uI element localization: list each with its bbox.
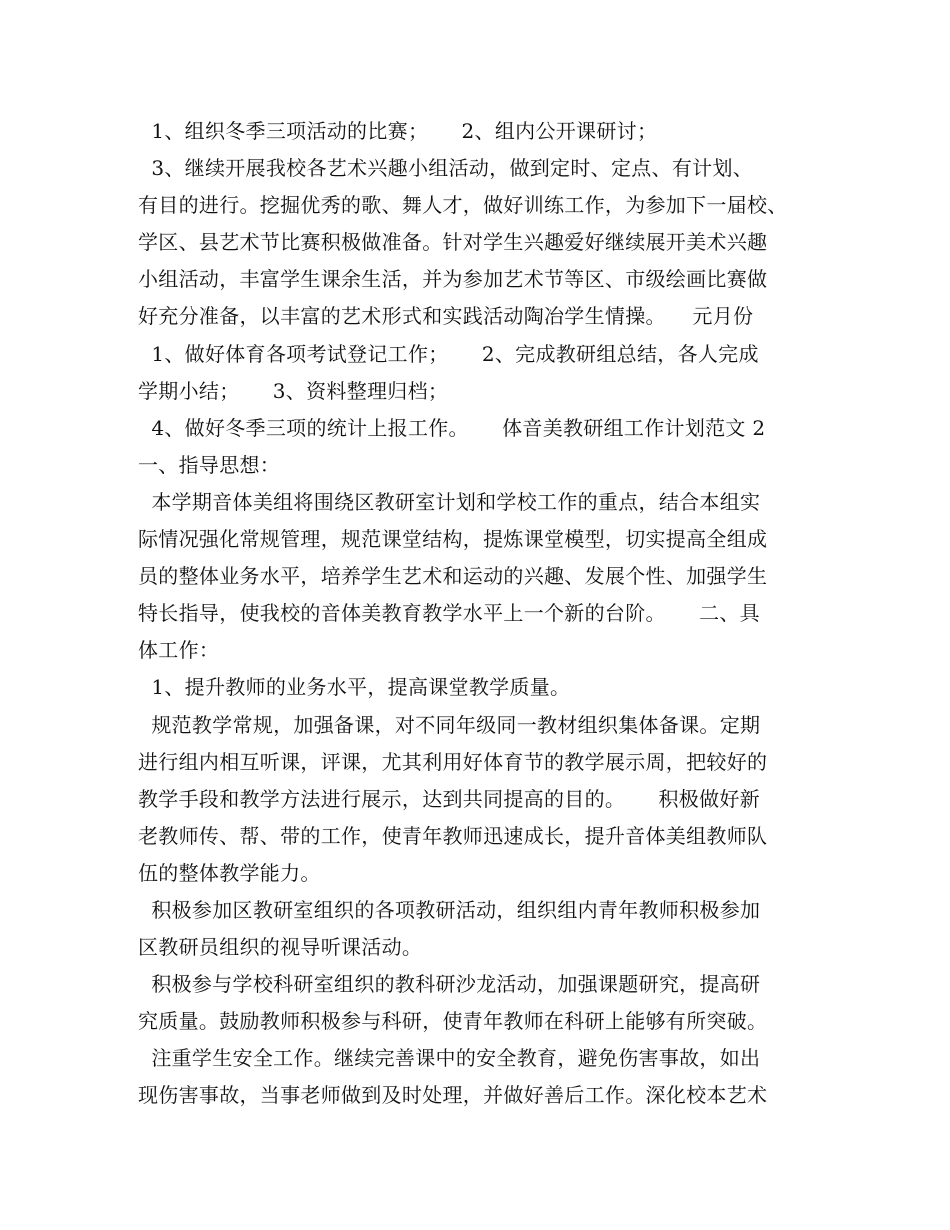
text-line: 究质量。鼓励教师积极参与科研，使青年教师在科研上能够有所突破。 — [138, 1009, 768, 1034]
text-line: 员的整体业务水平，培养学生艺术和运动的兴趣、发展个性、加强学生 — [138, 564, 768, 589]
text-line: 有目的进行。挖掘优秀的歌、舞人才，做好训练工作，为参加下一届校、 — [138, 193, 788, 218]
text-line: 积极参加区教研室组织的各项教研活动，组织组内青年教师积极参加 — [138, 897, 761, 922]
text-line: 伍的整体教学能力。 — [138, 860, 321, 885]
text-line: 现伤害事故，当事老师做到及时处理，并做好善后工作。深化校本艺术 — [138, 1083, 768, 1108]
text-line: 老教师传、帮、带的工作，使青年教师迅速成长，提升音体美组教师队 — [138, 823, 768, 848]
text-line: 际情况强化常规管理，规范课堂结构，提炼课堂模型，切实提高全组成 — [138, 527, 768, 552]
text-line: 规范教学常规，加强备课，对不同年级同一教材组织集体备课。定期 — [138, 712, 761, 737]
text-line: 积极参与学校科研室组织的教科研沙龙活动，加强课题研究，提高研 — [138, 972, 761, 997]
text-line: 学期小结； 3、资料整理归档； — [138, 378, 449, 403]
text-line: 1、组织冬季三项活动的比赛； 2、组内公开课研讨； — [138, 119, 658, 143]
text-line: 区教研员组织的视导听课活动。 — [138, 935, 423, 960]
text-line: 进行组内相互听课，评课，尤其利用好体育节的教学展示周，把较好的 — [138, 749, 768, 774]
text-line: 4、做好冬季三项的统计上报工作。 体音美教研组工作计划范文 2 — [138, 415, 766, 440]
text-line: 1、提升教师的业务水平，提高课堂教学质量。 — [138, 675, 571, 700]
text-line: 小组活动，丰富学生课余生活，并为参加艺术节等区、市级绘画比赛做 — [138, 267, 768, 292]
section-heading: 一、指导思想： — [138, 452, 281, 477]
text-line: 学区、县艺术节比赛积极做准备。针对学生兴趣爱好继续展开美术兴趣 — [138, 230, 768, 255]
text-line: 体工作： — [138, 638, 220, 663]
document-body — [138, 113, 828, 1115]
text-line: 1、做好体育各项考试登记工作； 2、完成教研组总结，各人完成 — [138, 341, 759, 366]
text-line: 好充分准备，以丰富的艺术形式和实践活动陶冶学生情操。 元月份 — [138, 304, 754, 329]
text-line: 教学手段和教学方法进行展示，达到共同提高的目的。 积极做好新 — [138, 786, 760, 811]
text-line: 3、继续开展我校各艺术兴趣小组活动，做到定时、定点、有计划、 — [138, 156, 754, 181]
text-line: 特长指导，使我校的音体美教育教学水平上一个新的台阶。 二、具 — [138, 601, 760, 626]
text-line: 注重学生安全工作。继续完善课中的安全教育，避免伤害事故，如出 — [138, 1046, 761, 1071]
text-line: 本学期音体美组将围绕区教研室计划和学校工作的重点，结合本组实 — [138, 489, 761, 514]
